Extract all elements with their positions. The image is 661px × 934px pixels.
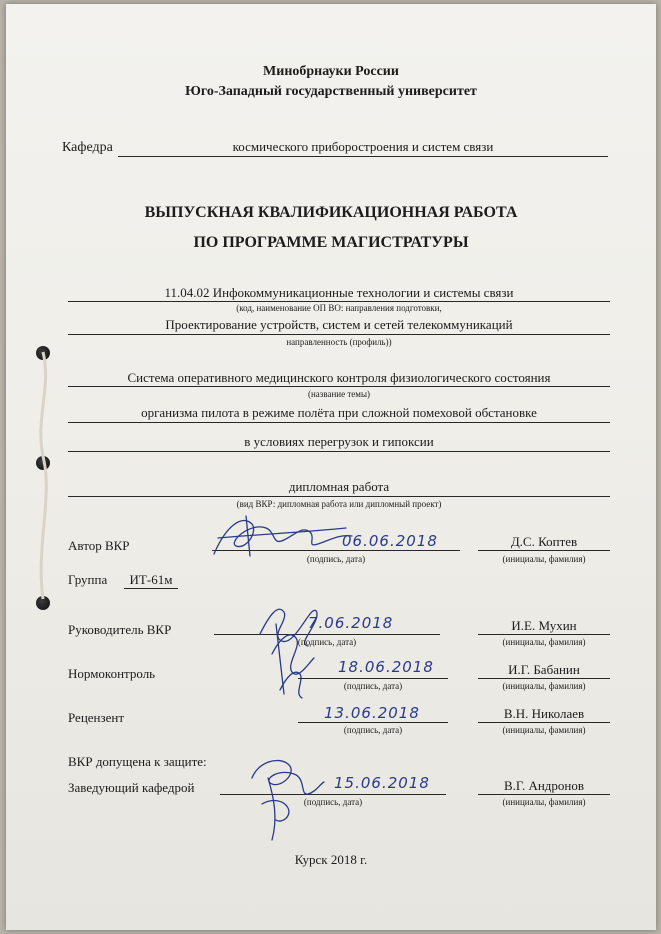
head-initials-hint: (инициалы, фамилия) bbox=[502, 797, 586, 807]
work-type-hint: (вид ВКР: дипломная работа или дипломный проект) bbox=[236, 499, 442, 509]
topic-underline-2 bbox=[68, 422, 610, 423]
topic-line1: Система оперативного медицинского контроля физиологического состояния bbox=[127, 370, 551, 385]
normcontrol-name: И.Г. Бабанин bbox=[508, 662, 580, 677]
reviewer-name-line bbox=[478, 722, 610, 723]
author-sign-hint: (подпись, дата) bbox=[306, 554, 366, 564]
head-label: Заведующий кафедрой bbox=[68, 780, 195, 795]
topic-line3: в условиях перегрузок и гипоксии bbox=[244, 434, 434, 449]
binding-thread bbox=[30, 349, 60, 609]
head-name: В.Г. Андронов bbox=[503, 778, 585, 793]
author-date: 06.06.2018 bbox=[342, 532, 438, 550]
head-name-line bbox=[478, 794, 610, 795]
normcontrol-sign-line bbox=[298, 678, 448, 679]
group-label: Группа bbox=[68, 572, 108, 587]
author-name-line bbox=[478, 550, 610, 551]
group-underline bbox=[124, 588, 178, 589]
admission-label: ВКР допущена к защите: bbox=[68, 754, 207, 769]
work-type-value: дипломная работа bbox=[288, 479, 390, 494]
program-code-name: 11.04.02 Инфокоммуникационные технологии и системы связи bbox=[164, 285, 514, 300]
normcontrol-name-line bbox=[478, 678, 610, 679]
supervisor-label: Руководитель ВКР bbox=[68, 622, 172, 637]
supervisor-sign-hint: (подпись, дата) bbox=[297, 637, 357, 647]
profile-underline bbox=[68, 334, 610, 335]
author-label: Автор ВКР bbox=[68, 538, 130, 553]
normcontrol-sign-hint: (подпись, дата) bbox=[343, 681, 403, 691]
reviewer-initials-hint: (инициалы, фамилия) bbox=[502, 725, 586, 735]
supervisor-name-line bbox=[478, 634, 610, 635]
head-sign-hint: (подпись, дата) bbox=[303, 797, 363, 807]
topic-underline-1 bbox=[68, 386, 610, 387]
group-value: ИТ-61м bbox=[129, 572, 173, 587]
ministry-name: Минобрнауки России bbox=[263, 64, 399, 79]
supervisor-name: И.Е. Мухин bbox=[511, 618, 577, 633]
normcontrol-date: 18.06.2018 bbox=[338, 658, 434, 676]
normcontrol-initials-hint: (инициалы, фамилия) bbox=[502, 681, 586, 691]
work-title-line1: ВЫПУСКНАЯ КВАЛИФИКАЦИОННАЯ РАБОТА bbox=[144, 204, 518, 221]
work-type-underline bbox=[68, 496, 610, 497]
program-code-hint: (код, наименование ОП ВО: направления подготовки, bbox=[236, 303, 442, 313]
document-sheet bbox=[6, 4, 656, 930]
program-underline bbox=[68, 301, 610, 302]
topic-hint: (название темы) bbox=[307, 389, 371, 399]
program-profile-hint: направленность (профиль)) bbox=[286, 337, 392, 347]
reviewer-sign-hint: (подпись, дата) bbox=[343, 725, 403, 735]
program-profile: Проектирование устройств, систем и сетей телекоммуникаций bbox=[165, 317, 513, 332]
reviewer-label: Рецензент bbox=[68, 710, 125, 725]
topic-underline-3 bbox=[68, 451, 610, 452]
university-name: Юго-Западный государственный университет bbox=[185, 84, 477, 99]
supervisor-date: 7.06.2018 bbox=[308, 614, 394, 632]
department-value: космического приборостроения и систем связи bbox=[232, 139, 494, 154]
work-title-line2: ПО ПРОГРАММЕ МАГИСТРАТУРЫ bbox=[193, 234, 469, 251]
reviewer-date: 13.06.2018 bbox=[324, 704, 420, 722]
normcontrol-label: Нормоконтроль bbox=[68, 666, 156, 681]
supervisor-initials-hint: (инициалы, фамилия) bbox=[502, 637, 586, 647]
topic-line2: организма пилота в режиме полёта при сложной помеховой обстановке bbox=[141, 405, 537, 420]
department-underline bbox=[118, 156, 608, 157]
reviewer-name: В.Н. Николаев bbox=[503, 706, 585, 721]
department-label: Кафедра bbox=[62, 140, 113, 155]
author-initials-hint: (инициалы, фамилия) bbox=[502, 554, 586, 564]
reviewer-sign-line bbox=[298, 722, 448, 723]
head-date: 15.06.2018 bbox=[334, 774, 430, 792]
author-name: Д.С. Коптев bbox=[510, 534, 578, 549]
city-year: Курск 2018 г. bbox=[294, 852, 368, 867]
